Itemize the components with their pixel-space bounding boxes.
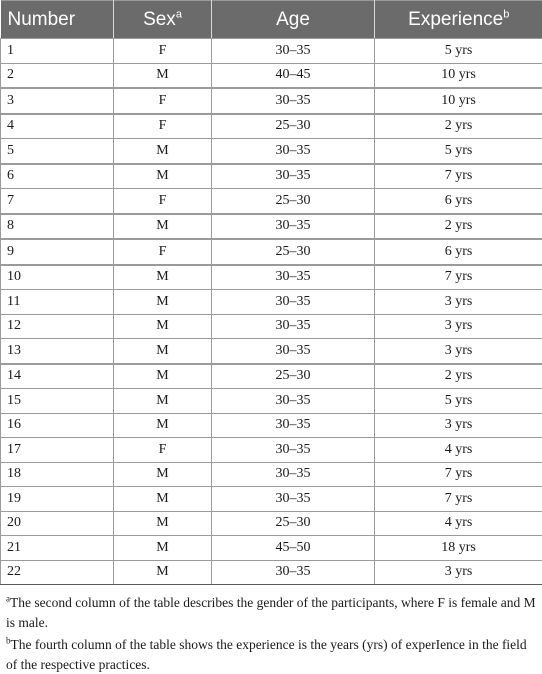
cell-sex: M xyxy=(114,290,212,315)
footnote-a xyxy=(6,593,536,632)
cell-number: 20 xyxy=(1,511,114,536)
cell-age: 30–35 xyxy=(212,139,375,164)
cell-age: 25–30 xyxy=(212,239,375,265)
table-row xyxy=(1,389,542,414)
cell-sex: M xyxy=(114,339,212,364)
cell-number: 21 xyxy=(1,536,114,561)
table-row xyxy=(1,511,542,536)
cell-sex: F xyxy=(114,39,212,64)
cell-age: 30–35 xyxy=(212,265,375,290)
table-row xyxy=(1,314,542,339)
cell-experience: 18 yrs xyxy=(375,536,542,561)
table-body xyxy=(1,39,542,585)
cell-age: 30–35 xyxy=(212,487,375,512)
cell-number: 14 xyxy=(1,364,114,389)
table-row xyxy=(1,164,542,189)
cell-age: 25–30 xyxy=(212,511,375,536)
cell-sex: M xyxy=(114,139,212,164)
cell-age: 30–35 xyxy=(212,462,375,487)
cell-age: 30–35 xyxy=(212,314,375,339)
table-row xyxy=(1,39,542,64)
table-row xyxy=(1,88,542,114)
cell-age: 40–45 xyxy=(212,63,375,88)
cell-sex: M xyxy=(114,364,212,389)
header-experience: Experience$^b$ xyxy=(375,1,542,39)
cell-age: 30–35 xyxy=(212,88,375,114)
cell-sex: F xyxy=(114,114,212,139)
footnote-text: The second column of the table describes the gender of the participants, where F is female and M is male. xyxy=(6,595,536,630)
cell-age: 25–30 xyxy=(212,364,375,389)
cell-sex: M xyxy=(114,462,212,487)
cell-age: 30–35 xyxy=(212,290,375,315)
table-row xyxy=(1,339,542,364)
cell-sex: F xyxy=(114,189,212,214)
table-row xyxy=(1,114,542,139)
table-row xyxy=(1,413,542,438)
cell-experience: 7 yrs xyxy=(375,265,542,290)
cell-number: 13 xyxy=(1,339,114,364)
cell-number: 18 xyxy=(1,462,114,487)
cell-age: 30–35 xyxy=(212,39,375,64)
cell-number: 2 xyxy=(1,63,114,88)
cell-age: 45–50 xyxy=(212,536,375,561)
footnote-b xyxy=(6,635,536,674)
cell-sex: M xyxy=(114,560,212,585)
cell-age: 30–35 xyxy=(212,438,375,463)
table-footnotes xyxy=(0,585,542,674)
cell-number: 9 xyxy=(1,239,114,265)
header-sex: Sex$^a$ xyxy=(114,1,212,39)
cell-experience: 10 yrs xyxy=(375,63,542,88)
cell-sex: M xyxy=(114,63,212,88)
cell-experience: 2 yrs xyxy=(375,114,542,139)
footnote-mark-b: b xyxy=(503,8,510,21)
cell-experience: 4 yrs xyxy=(375,438,542,463)
cell-age: 30–35 xyxy=(212,164,375,189)
header-age: Age xyxy=(212,1,375,39)
table-row xyxy=(1,487,542,512)
cell-number: 15 xyxy=(1,389,114,414)
cell-experience: 7 yrs xyxy=(375,462,542,487)
cell-age: 25–30 xyxy=(212,189,375,214)
cell-number: 11 xyxy=(1,290,114,315)
cell-number: 3 xyxy=(1,88,114,114)
cell-number: 19 xyxy=(1,487,114,512)
cell-experience: 2 yrs xyxy=(375,364,542,389)
cell-number: 5 xyxy=(1,139,114,164)
cell-experience: 5 yrs xyxy=(375,389,542,414)
cell-sex: M xyxy=(114,511,212,536)
cell-experience: 2 yrs xyxy=(375,214,542,240)
table-header-row xyxy=(1,1,542,39)
cell-age: 30–35 xyxy=(212,389,375,414)
cell-number: 6 xyxy=(1,164,114,189)
cell-sex: M xyxy=(114,389,212,414)
cell-sex: F xyxy=(114,438,212,463)
cell-sex: M xyxy=(114,536,212,561)
cell-experience: 6 yrs xyxy=(375,239,542,265)
footnote-mark: a xyxy=(6,593,10,604)
cell-number: 16 xyxy=(1,413,114,438)
table-row xyxy=(1,290,542,315)
table-row xyxy=(1,438,542,463)
cell-sex: M xyxy=(114,214,212,240)
cell-sex: M xyxy=(114,265,212,290)
table-row xyxy=(1,214,542,240)
cell-number: 1 xyxy=(1,39,114,64)
cell-experience: 4 yrs xyxy=(375,511,542,536)
footnote-text: The fourth column of the table shows the experience is the years (yrs) of experIence in the field of the respective practices. xyxy=(6,637,527,672)
cell-experience: 5 yrs xyxy=(375,139,542,164)
table-row xyxy=(1,139,542,164)
cell-number: 17 xyxy=(1,438,114,463)
cell-sex: M xyxy=(114,487,212,512)
cell-experience: 3 yrs xyxy=(375,314,542,339)
table-row xyxy=(1,239,542,265)
cell-number: 7 xyxy=(1,189,114,214)
table-row xyxy=(1,560,542,585)
cell-number: 22 xyxy=(1,560,114,585)
cell-age: 25–30 xyxy=(212,114,375,139)
table-row xyxy=(1,63,542,88)
header-number: Number xyxy=(1,1,114,39)
cell-experience: 3 yrs xyxy=(375,290,542,315)
cell-experience: 7 yrs xyxy=(375,487,542,512)
cell-experience: 3 yrs xyxy=(375,339,542,364)
cell-experience: 10 yrs xyxy=(375,88,542,114)
cell-experience: 3 yrs xyxy=(375,413,542,438)
cell-number: 8 xyxy=(1,214,114,240)
table-row xyxy=(1,189,542,214)
cell-sex: M xyxy=(114,413,212,438)
footnote-mark-a: a xyxy=(175,8,182,21)
cell-experience: 5 yrs xyxy=(375,39,542,64)
table-row xyxy=(1,462,542,487)
cell-sex: F xyxy=(114,239,212,265)
cell-age: 30–35 xyxy=(212,214,375,240)
cell-age: 30–35 xyxy=(212,560,375,585)
cell-number: 10 xyxy=(1,265,114,290)
cell-sex: M xyxy=(114,164,212,189)
table-row xyxy=(1,364,542,389)
table-row xyxy=(1,265,542,290)
cell-age: 30–35 xyxy=(212,339,375,364)
cell-number: 12 xyxy=(1,314,114,339)
footnote-mark: b xyxy=(6,635,11,646)
cell-sex: M xyxy=(114,314,212,339)
cell-age: 30–35 xyxy=(212,413,375,438)
cell-experience: 7 yrs xyxy=(375,164,542,189)
cell-number: 4 xyxy=(1,114,114,139)
table-row xyxy=(1,536,542,561)
cell-experience: 3 yrs xyxy=(375,560,542,585)
cell-experience: 6 yrs xyxy=(375,189,542,214)
cell-sex: F xyxy=(114,88,212,114)
